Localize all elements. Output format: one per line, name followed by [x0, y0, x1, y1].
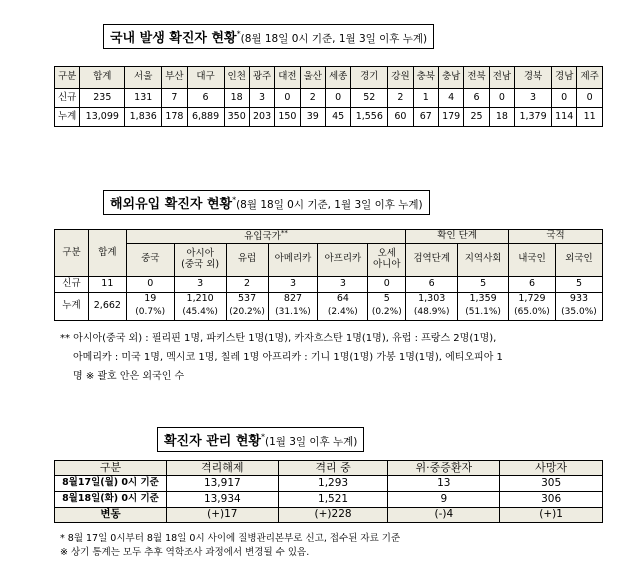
- overseas-cum-cell: 537: [226, 292, 268, 306]
- overseas-subheader-cell: 외국인: [555, 243, 602, 276]
- overseas-cum-cell: 1,210: [174, 292, 226, 306]
- management-footnote-1: * 8월 17일 0시부터 8월 18일 0시 사이에 질병관리본부로 신고, 접수된 자료 기준: [60, 533, 401, 544]
- overseas-h-inflow-sup: **: [280, 229, 288, 237]
- overseas-cum-pct-cell: (65.0%): [509, 306, 556, 320]
- domestic-header-cell: 충남: [438, 67, 463, 89]
- overseas-cum-pct-cell: (35.0%): [555, 306, 602, 320]
- overseas-h-nation: 국적: [509, 230, 603, 244]
- overseas-cumulative-pct-row: [55, 306, 603, 320]
- overseas-cum-cell: 5: [368, 292, 406, 306]
- domestic-header-row: [55, 67, 603, 89]
- management-header-cell: 사망자: [500, 461, 603, 476]
- overseas-h-total: 합계: [88, 230, 126, 277]
- management-footnote-2: ※ 상기 통계는 모두 추후 역학조사 과정에서 변경될 수 있음.: [60, 547, 310, 558]
- management-cell: 13,917: [166, 476, 278, 492]
- domestic-cell: 0: [275, 89, 300, 108]
- domestic-header-cell: 대전: [275, 67, 300, 89]
- domestic-cases-table: [54, 66, 603, 127]
- domestic-cell: 0: [325, 89, 350, 108]
- domestic-header-cell: 인천: [224, 67, 249, 89]
- domestic-cell: 1,836: [125, 108, 162, 127]
- management-header-cell: 위·중증환자: [388, 461, 500, 476]
- domestic-header-cell: 울산: [300, 67, 325, 89]
- domestic-cell: 3: [515, 89, 552, 108]
- domestic-cell: 203: [249, 108, 274, 127]
- overseas-subheader-cell: 내국인: [509, 243, 556, 276]
- overseas-subheader-cell: 검역단계: [406, 243, 458, 276]
- overseas-new-total: 11: [88, 276, 126, 292]
- overseas-cum-pct-cell: (20.2%): [226, 306, 268, 320]
- domestic-header-cell: 대구: [187, 67, 224, 89]
- management-header-cell: 격리 중: [278, 461, 388, 476]
- overseas-cum-cell: 933: [555, 292, 602, 306]
- management-header-cell: 격리해제: [166, 461, 278, 476]
- domestic-cell: 1: [413, 89, 438, 108]
- overseas-subheader-row: [55, 243, 603, 276]
- overseas-h-confirm: 확인 단계: [406, 230, 509, 244]
- domestic-header-cell: 경남: [552, 67, 577, 89]
- domestic-header-cell: 합계: [80, 67, 125, 89]
- domestic-cell: 25: [464, 108, 489, 127]
- management-cell: (+)1: [500, 508, 603, 523]
- management-row-0817: [55, 476, 603, 492]
- domestic-header-cell: 세종: [325, 67, 350, 89]
- domestic-cell: 18: [489, 108, 514, 127]
- overseas-cum-pct-cell: (0.7%): [126, 306, 174, 320]
- overseas-cum-cell: 1,729: [509, 292, 556, 306]
- domestic-cell: 2: [388, 89, 413, 108]
- overseas-subheader-cell: 지역사회: [458, 243, 509, 276]
- domestic-row-label: 신규: [55, 89, 80, 108]
- overseas-new-cell: 6: [406, 276, 458, 292]
- overseas-title-sup: *: [232, 195, 237, 205]
- overseas-cum-pct-cell: (45.4%): [174, 306, 226, 320]
- overseas-h-gubun: 구분: [55, 230, 89, 277]
- overseas-new-cell: 5: [555, 276, 602, 292]
- management-header-row: [55, 461, 603, 476]
- overseas-new-cell: 6: [509, 276, 556, 292]
- overseas-subheader-cell: 중국: [126, 243, 174, 276]
- overseas-cum-label: 누계: [55, 292, 89, 320]
- domestic-header-cell: 충북: [413, 67, 438, 89]
- management-cell: 9: [388, 492, 500, 508]
- overseas-subheader-cell: 아메리카: [268, 243, 318, 276]
- domestic-cumulative-row: [55, 108, 603, 127]
- overseas-title: 해외유입 확진자 현황: [110, 197, 233, 212]
- domestic-subtitle: (8월 18일 0시 기준, 1월 3일 이후 누계): [240, 33, 428, 45]
- overseas-subheader-cell: 아시아 (중국 외): [174, 243, 226, 276]
- management-cell: 1,521: [278, 492, 388, 508]
- overseas-cum-cell: 1,303: [406, 292, 458, 306]
- domestic-header-cell: 부산: [162, 67, 187, 89]
- domestic-cell: 114: [552, 108, 577, 127]
- overseas-cum-pct-cell: (31.1%): [268, 306, 318, 320]
- domestic-header-cell: 전남: [489, 67, 514, 89]
- overseas-h-inflow-label: 유입국가: [244, 231, 281, 243]
- management-cell: (-)4: [388, 508, 500, 523]
- domestic-header-cell: 구분: [55, 67, 80, 89]
- domestic-title: 국내 발생 확진자 현황: [110, 31, 237, 46]
- overseas-new-cell: 3: [318, 276, 368, 292]
- domestic-cell: 131: [125, 89, 162, 108]
- overseas-new-label: 신규: [55, 276, 89, 292]
- domestic-cell: 179: [438, 108, 463, 127]
- domestic-cell: 350: [224, 108, 249, 127]
- domestic-title-box: [103, 24, 434, 49]
- management-row-label: 변동: [55, 508, 167, 523]
- domestic-cell: 60: [388, 108, 413, 127]
- overseas-cum-pct-cell: (51.1%): [458, 306, 509, 320]
- overseas-cases-table: [54, 229, 603, 321]
- domestic-header-cell: 서울: [125, 67, 162, 89]
- overseas-title-box: [103, 190, 430, 215]
- overseas-subheader-cell: 유럽: [226, 243, 268, 276]
- domestic-cell: 1,379: [515, 108, 552, 127]
- management-cell: 306: [500, 492, 603, 508]
- management-cell: (+)17: [166, 508, 278, 523]
- overseas-new-cell: 5: [458, 276, 509, 292]
- overseas-new-cell: 3: [174, 276, 226, 292]
- management-cell: 13: [388, 476, 500, 492]
- overseas-new-row: [55, 276, 603, 292]
- overseas-cum-pct-cell: (0.2%): [368, 306, 406, 320]
- domestic-new-row: [55, 89, 603, 108]
- domestic-row-label: 누계: [55, 108, 80, 127]
- management-title-sup: *: [260, 432, 265, 442]
- domestic-cell: 7: [162, 89, 187, 108]
- overseas-cum-cell: 827: [268, 292, 318, 306]
- domestic-title-sup: *: [236, 29, 241, 39]
- domestic-cell: 3: [249, 89, 274, 108]
- management-title: 확진자 관리 현황: [164, 434, 261, 449]
- domestic-cell: 2: [300, 89, 325, 108]
- management-cell: 1,293: [278, 476, 388, 492]
- management-table: [54, 460, 603, 523]
- management-row-label: 8월18일(화) 0시 기준: [55, 492, 167, 508]
- domestic-cell: 178: [162, 108, 187, 127]
- overseas-cum-cell: 64: [318, 292, 368, 306]
- overseas-cum-cell: 1,359: [458, 292, 509, 306]
- domestic-header-cell: 경기: [351, 67, 388, 89]
- domestic-cell: 150: [275, 108, 300, 127]
- overseas-note-1: ** 아시아(중국 외) : 필리핀 1명, 파키스탄 1명(1명), 카자흐스탄 1명(1명), 유럽 : 프랑스 2명(1명),: [60, 333, 497, 344]
- management-title-box: [157, 427, 364, 452]
- domestic-cell: 67: [413, 108, 438, 127]
- management-cell: 13,934: [166, 492, 278, 508]
- domestic-cell: 11: [577, 108, 603, 127]
- overseas-h-inflow: [126, 230, 405, 244]
- overseas-new-cell: 0: [368, 276, 406, 292]
- management-header-cell: 구분: [55, 461, 167, 476]
- management-row-0818: [55, 492, 603, 508]
- overseas-cum-pct-cell: (2.4%): [318, 306, 368, 320]
- domestic-header-cell: 광주: [249, 67, 274, 89]
- overseas-cumulative-row: [55, 292, 603, 306]
- overseas-subheader-cell: 오세 아니아: [368, 243, 406, 276]
- management-row-label: 8월17일(월) 0시 기준: [55, 476, 167, 492]
- domestic-cell: 18: [224, 89, 249, 108]
- overseas-cum-total: 2,662: [88, 292, 126, 320]
- domestic-cell: 52: [351, 89, 388, 108]
- overseas-new-cell: 0: [126, 276, 174, 292]
- overseas-subheader-cell: 아프리카: [318, 243, 368, 276]
- domestic-cell: 4: [438, 89, 463, 108]
- domestic-cell: 0: [577, 89, 603, 108]
- domestic-cell: 13,099: [80, 108, 125, 127]
- domestic-cell: 45: [325, 108, 350, 127]
- overseas-cum-cell: 19: [126, 292, 174, 306]
- overseas-cum-pct-cell: (48.9%): [406, 306, 458, 320]
- domestic-cell: 6: [464, 89, 489, 108]
- overseas-new-cell: 2: [226, 276, 268, 292]
- domestic-header-cell: 강원: [388, 67, 413, 89]
- management-subtitle: (1월 3일 이후 누계): [264, 436, 358, 448]
- overseas-note-3: 명 ※ 괄호 안은 외국인 수: [73, 371, 185, 382]
- overseas-note-2: 아메리카 : 미국 1명, 멕시코 1명, 칠레 1명 아프리카 : 기니 1명(1명) 가봉 1명(1명), 에티오피아 1: [73, 352, 503, 363]
- domestic-cell: 0: [552, 89, 577, 108]
- management-cell: (+)228: [278, 508, 388, 523]
- management-change-row: [55, 508, 603, 523]
- overseas-subtitle: (8월 18일 0시 기준, 1월 3일 이후 누계): [236, 199, 423, 211]
- domestic-cell: 6: [187, 89, 224, 108]
- domestic-cell: 6,889: [187, 108, 224, 127]
- domestic-cell: 235: [80, 89, 125, 108]
- overseas-new-cell: 3: [268, 276, 318, 292]
- domestic-header-cell: 제주: [577, 67, 603, 89]
- domestic-header-cell: 경북: [515, 67, 552, 89]
- domestic-header-cell: 전북: [464, 67, 489, 89]
- domestic-cell: 39: [300, 108, 325, 127]
- domestic-cell: 1,556: [351, 108, 388, 127]
- domestic-cell: 0: [489, 89, 514, 108]
- management-cell: 305: [500, 476, 603, 492]
